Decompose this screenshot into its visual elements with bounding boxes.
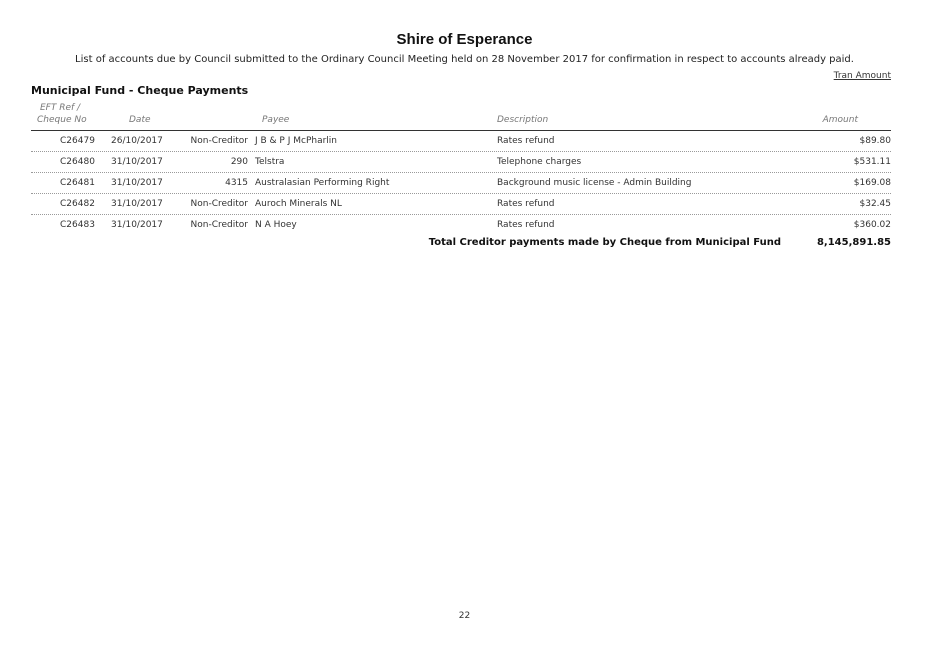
header-date: Date [129, 115, 151, 125]
header-amount: Amount [822, 115, 858, 125]
cell-payee: Australasian Performing Right [255, 178, 390, 188]
page-number: 22 [458, 611, 471, 621]
payments-table [31, 131, 891, 235]
cell-date: 31/10/2017 [111, 199, 163, 209]
cell-amount: $32.45 [859, 199, 891, 209]
header-ref-line1: EFT Ref / [40, 103, 81, 113]
total-label: Total Creditor payments made by Cheque from Municipal Fund [428, 237, 781, 248]
cell-ref: C26480 [60, 157, 95, 167]
cell-payee: N A Hoey [255, 220, 297, 230]
cell-description: Rates refund [497, 136, 555, 146]
cell-amount: $531.11 [853, 157, 891, 167]
cell-amount: $169.08 [853, 178, 891, 188]
cell-date: 31/10/2017 [111, 220, 163, 230]
cell-description: Rates refund [497, 199, 555, 209]
cell-ref: C26479 [60, 136, 95, 146]
section-title: Municipal Fund - Cheque Payments [31, 84, 249, 97]
cell-ref: C26483 [60, 220, 95, 230]
cell-ref: C26481 [60, 178, 95, 188]
total-value: 8,145,891.85 [816, 237, 891, 248]
cell-ref: C26482 [60, 199, 95, 209]
cell-payee: J B & P J McPharlin [255, 136, 337, 146]
tran-amount-label: Tran Amount [833, 71, 891, 81]
table-row [31, 131, 891, 152]
cell-date: 31/10/2017 [111, 157, 163, 167]
header-payee: Payee [262, 115, 290, 125]
cell-creditor-code: 4315 [225, 178, 248, 188]
header-description: Description [497, 115, 549, 125]
cell-amount: $360.02 [853, 220, 891, 230]
table-row [31, 194, 891, 215]
cell-creditor-code: Non-Creditor [190, 136, 248, 146]
cell-payee: Telstra [255, 157, 285, 167]
cell-description: Background music license - Admin Building [497, 178, 692, 188]
table-row [31, 152, 891, 173]
cell-amount: $89.80 [859, 136, 891, 146]
cell-description: Telephone charges [497, 157, 582, 167]
cell-creditor-code: Non-Creditor [190, 220, 248, 230]
table-row [31, 173, 891, 194]
document-title: Shire of Esperance [396, 31, 533, 48]
cell-creditor-code: 290 [230, 157, 248, 167]
header-ref-line2: Cheque No [37, 115, 87, 125]
cell-description: Rates refund [497, 220, 555, 230]
cell-date: 31/10/2017 [111, 178, 163, 188]
document-subtitle: List of accounts due by Council submitted to the Ordinary Council Meeting held on 28 November 2017 for confirmation in respect to accounts already paid. [75, 54, 854, 65]
cell-creditor-code: Non-Creditor [190, 199, 248, 209]
table-row [31, 215, 891, 235]
cell-date: 26/10/2017 [111, 136, 163, 146]
cell-payee: Auroch Minerals NL [255, 199, 342, 209]
